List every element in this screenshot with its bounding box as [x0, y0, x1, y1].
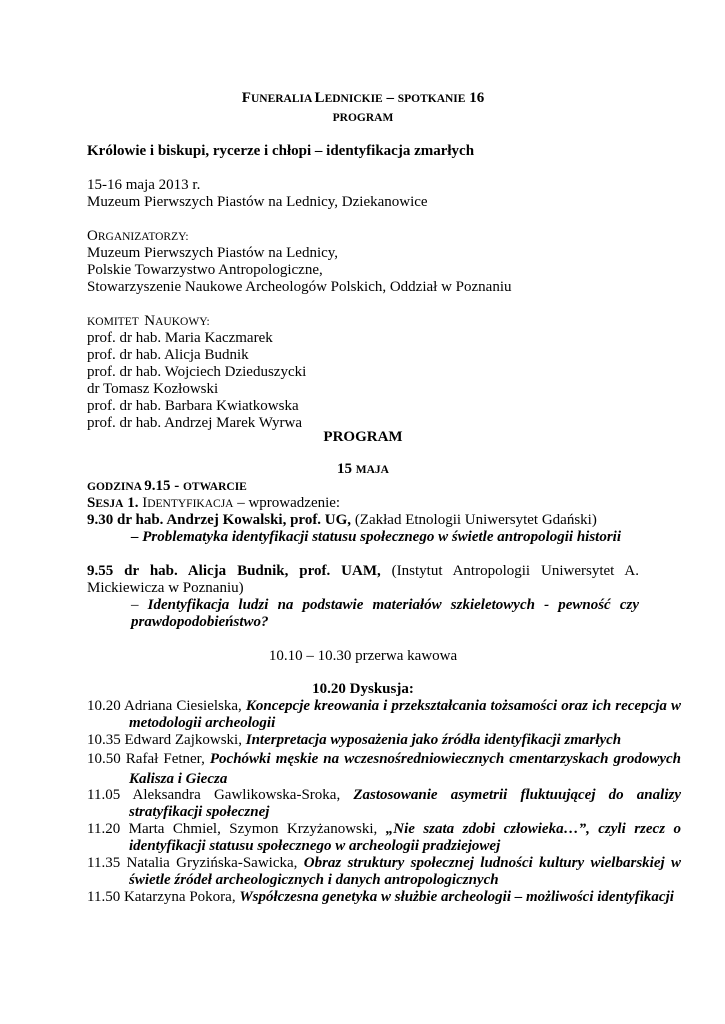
talk-speaker: 9.55 dr hab. Alicja Budnik, prof. UAM, — [87, 563, 381, 579]
item-title: Koncepcje kreowania i przekształcania tożsamości oraz ich recepcja w metodologii archeologii — [129, 698, 681, 731]
discussion-heading: 10.20 Dyskusja: — [312, 681, 414, 697]
talk-title-text: – Problematyka identyfikacji statusu społecznego w świetle antropologii historii — [131, 529, 622, 545]
item-time-author: 11.05 Aleksandra Gawlikowska-Sroka, — [87, 787, 354, 803]
discussion-item — [87, 698, 681, 732]
organizer-item: Stowarzyszenie Naukowe Archeologów Polskich, Oddział w Poznaniu — [87, 279, 512, 295]
talk-title — [87, 529, 639, 546]
title-part: EDNICKIE — [324, 93, 383, 105]
opening-time: 9.15 - — [144, 478, 183, 494]
label-part: O — [87, 228, 98, 244]
session-part: ESJA — [95, 498, 124, 510]
item-title: „Nie szata zdobi człowieka…”, czyli rzecz o identyfikacji statusu społecznego w archeologii pradziejowej — [129, 821, 681, 854]
committee-member: prof. dr hab. Andrzej Marek Wyrwa — [87, 415, 302, 431]
coffee-break: 10.10 – 10.30 przerwa kawowa — [268, 648, 458, 664]
discussion-item — [87, 749, 681, 789]
day-month: MAJA — [355, 464, 389, 476]
item-time-author: 11.20 Marta Chmiel, Szymon Krzyżanowski, — [87, 821, 386, 837]
document-subtitle: PROGRAM — [332, 112, 394, 124]
committee-member: prof. dr hab. Wojciech Dzieduszycki — [87, 364, 307, 380]
opening-part: OTWARCIE — [182, 481, 247, 493]
item-title: Współczesna genetyka w służbie archeologii – możliwości identyfikacji — [239, 889, 674, 905]
discussion-item — [87, 821, 681, 855]
conference-theme: Królowie i biskupi, rycerze i chłopi – identyfikacja zmarłych — [87, 143, 475, 159]
program-heading: PROGRAM — [323, 429, 403, 445]
day-heading — [87, 461, 639, 479]
talk-affiliation: (Zakład Etnologii Uniwersytet Gdański) — [351, 512, 597, 528]
organizers-label — [87, 228, 639, 246]
talk-dash: – — [131, 597, 148, 613]
item-time-author: 11.35 Natalia Gryzińska-Sawicka, — [87, 855, 304, 871]
discussion-item — [87, 855, 681, 889]
title-part: SPOTKANIE — [397, 93, 466, 105]
session-part: I — [142, 495, 148, 511]
discussion-item — [87, 732, 681, 749]
talk-title — [87, 597, 639, 631]
organizer-item: Polskie Towarzystwo Antropologiczne, — [87, 262, 323, 278]
opening-line — [87, 478, 639, 496]
session-line — [87, 495, 639, 513]
title-part: UNERALIA — [250, 93, 315, 105]
talk-affiliation: (Instytut Antropologii Uniwersytet A. Mickiewicza w Poznaniu) — [87, 563, 639, 596]
item-time-author: 10.20 Adriana Ciesielska, — [87, 698, 246, 714]
document-title — [87, 90, 639, 108]
title-part: L — [314, 90, 325, 106]
committee-member: dr Tomasz Kozłowski — [87, 381, 219, 397]
title-part: 16 — [465, 90, 485, 106]
session-part: 1. — [123, 495, 139, 511]
committee-label — [87, 313, 639, 331]
talk-header — [87, 563, 639, 597]
item-time-author: 11.50 Katarzyna Pokora, — [87, 889, 240, 905]
label-part: N — [144, 313, 156, 329]
title-part: F — [241, 90, 251, 106]
item-time-author: 10.50 Rafał Fetner, — [87, 751, 210, 767]
event-date: 15-16 maja 2013 r. — [87, 177, 201, 193]
day-number: 15 — [337, 461, 356, 477]
session-part: S — [87, 495, 96, 511]
item-time-author: 10.35 Edward Zajkowski, — [87, 732, 246, 748]
label-part: AUKOWY: — [155, 316, 210, 328]
talk-header — [87, 512, 639, 529]
title-part: – — [382, 90, 398, 106]
opening-part: GODZINA — [87, 481, 145, 493]
label-part: KOMITET — [87, 316, 145, 328]
item-title: Interpretacja wyposażenia jako źródła identyfikacji zmarłych — [245, 732, 622, 748]
event-venue: Muzeum Pierwszych Piastów na Lednicy, Dziekanowice — [87, 194, 428, 210]
committee-member: prof. dr hab. Maria Kaczmarek — [87, 330, 273, 346]
item-title: Zastosowanie asymetrii fluktuującej do analizy stratyfikacji społecznej — [129, 787, 681, 820]
session-part: DENTYFIKACJA — [147, 498, 234, 510]
item-title: Obraz struktury społecznej ludności kultury wielbarskiej w świetle źródeł archeologicznych i danych antropologicznych — [129, 855, 681, 888]
organizer-item: Muzeum Pierwszych Piastów na Lednicy, — [87, 245, 339, 261]
committee-member: prof. dr hab. Alicja Budnik — [87, 347, 249, 363]
label-part: RGANIZATORZY: — [97, 231, 189, 243]
committee-member: prof. dr hab. Barbara Kwiatkowska — [87, 398, 299, 414]
discussion-item — [87, 889, 681, 906]
discussion-item — [87, 787, 681, 821]
talk-title-text: Identyfikacja ludzi na podstawie materiałów szkieletowych - pewność czy prawdopodobieństwo? — [131, 597, 639, 630]
item-title: Pochówki męskie na wczesnośredniowiecznych cmentarzyskach grodowych Kalisza i Giecza — [129, 751, 681, 787]
talk-speaker: 9.30 dr hab. Andrzej Kowalski, prof. UG, — [87, 512, 352, 528]
session-part: – wprowadzenie: — [233, 495, 341, 511]
